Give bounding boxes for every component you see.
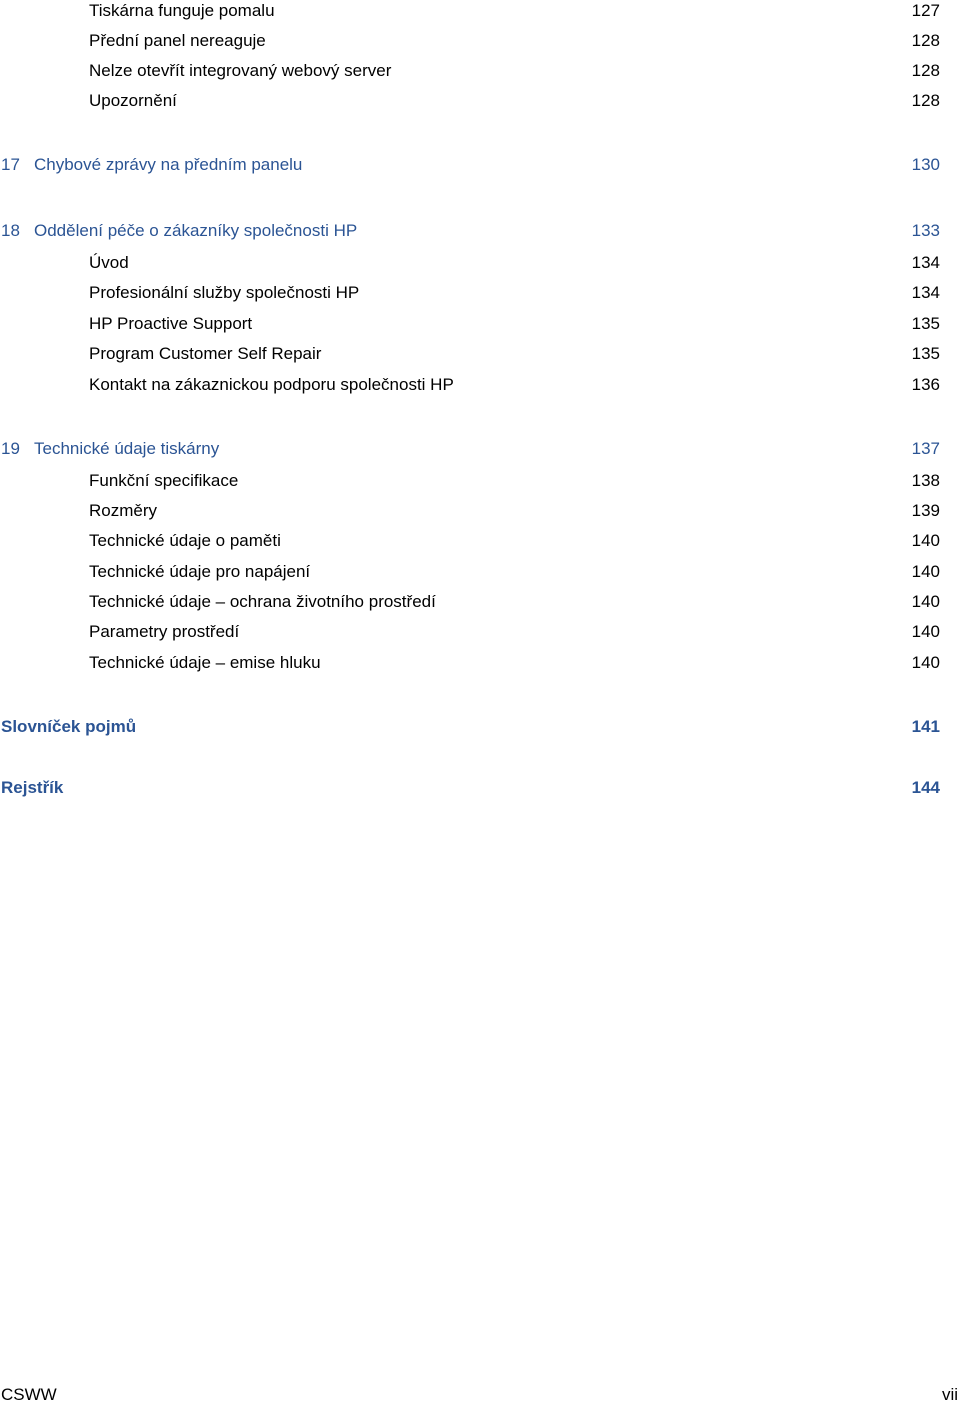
toc-entry-page: 138 — [911, 471, 940, 490]
toc-entry-title: Rozměry — [89, 501, 158, 520]
toc-entry[interactable] — [0, 621, 940, 643]
toc-entry[interactable] — [0, 591, 940, 613]
toc-entry-title: Technické údaje – ochrana životního prostředí — [89, 592, 436, 611]
toc-chapter-entry[interactable] — [0, 220, 940, 242]
toc-entry-page: 136 — [911, 375, 940, 394]
footer-left-label: CSWW — [1, 1385, 57, 1404]
toc-entry-title: Parametry prostředí — [89, 622, 240, 641]
toc-entry-page: 128 — [911, 61, 940, 80]
toc-entry-title: Slovníček pojmů — [1, 717, 137, 736]
toc-entry[interactable] — [0, 530, 940, 552]
toc-entry[interactable] — [0, 374, 940, 396]
toc-entry-title: Přední panel nereaguje — [89, 31, 266, 50]
toc-entry-title: Kontakt na zákaznickou podporu společnosti HP — [89, 375, 454, 394]
toc-entry[interactable] — [0, 500, 940, 522]
footer-page-number: vii — [941, 1385, 958, 1404]
toc-entry[interactable] — [0, 90, 940, 112]
toc-entry-page: 140 — [911, 531, 940, 550]
toc-entry-page: 128 — [911, 91, 940, 110]
toc-entry-page: 141 — [911, 717, 940, 736]
toc-entry-title: Technické údaje o paměti — [89, 531, 281, 550]
toc-entry-title: HP Proactive Support — [89, 314, 253, 333]
toc-entry[interactable] — [0, 60, 940, 82]
toc-entry[interactable] — [0, 313, 940, 335]
toc-entry-page: 135 — [911, 344, 940, 363]
toc-entry-page: 135 — [911, 314, 940, 333]
toc-entry[interactable] — [0, 343, 940, 365]
toc-chapter-number: 17 — [1, 155, 20, 174]
toc-chapter-entry[interactable] — [0, 716, 940, 738]
toc-entry-page: 140 — [911, 592, 940, 611]
toc-chapter-number: 18 — [1, 221, 20, 240]
toc-entry-page: 127 — [911, 1, 940, 20]
toc-entry[interactable] — [0, 652, 940, 674]
toc-entry-title: Nelze otevřít integrovaný webový server — [89, 61, 392, 80]
toc-entry-page: 137 — [911, 439, 940, 458]
toc-entry-page: 140 — [911, 653, 940, 672]
toc-entry-page: 128 — [911, 31, 940, 50]
toc-chapter-entry[interactable] — [0, 438, 940, 460]
toc-entry-title: Technické údaje – emise hluku — [89, 653, 321, 672]
toc-chapter-number: 19 — [1, 439, 20, 458]
toc-entry-title: Úvod — [89, 253, 129, 272]
toc-entry-title: Profesionální služby společnosti HP — [89, 283, 360, 302]
toc-entry-page: 139 — [911, 501, 940, 520]
toc-entry-title: Tiskárna funguje pomalu — [89, 1, 275, 20]
toc-entry[interactable] — [0, 561, 940, 583]
toc-entry-page: 130 — [911, 155, 940, 174]
toc-entry[interactable] — [0, 282, 940, 304]
toc-entry[interactable] — [0, 470, 940, 492]
toc-entry-page: 134 — [911, 283, 940, 302]
toc-entry-title: Upozornění — [89, 91, 177, 110]
toc-entry-title: Oddělení péče o zákazníky společnosti HP — [34, 221, 358, 240]
toc-entry-page: 133 — [911, 221, 940, 240]
toc-entry-title: Rejstřík — [1, 778, 64, 797]
toc-entry-title: Technické údaje pro napájení — [89, 562, 311, 581]
toc-entry-page: 140 — [911, 622, 940, 641]
toc-entry-title: Technické údaje tiskárny — [34, 439, 220, 458]
toc-entry[interactable] — [0, 0, 940, 22]
toc-entry-title: Funkční specifikace — [89, 471, 239, 490]
toc-entry-page: 144 — [911, 778, 940, 797]
toc-entry-title: Program Customer Self Repair — [89, 344, 322, 363]
toc-chapter-entry[interactable] — [0, 154, 940, 176]
toc-entry[interactable] — [0, 30, 940, 52]
toc-entry[interactable] — [0, 252, 940, 274]
toc-entry-title: Chybové zprávy na předním panelu — [34, 155, 303, 174]
toc-entry-page: 140 — [911, 562, 940, 581]
toc-chapter-entry[interactable] — [0, 777, 940, 799]
toc-entry-page: 134 — [911, 253, 940, 272]
